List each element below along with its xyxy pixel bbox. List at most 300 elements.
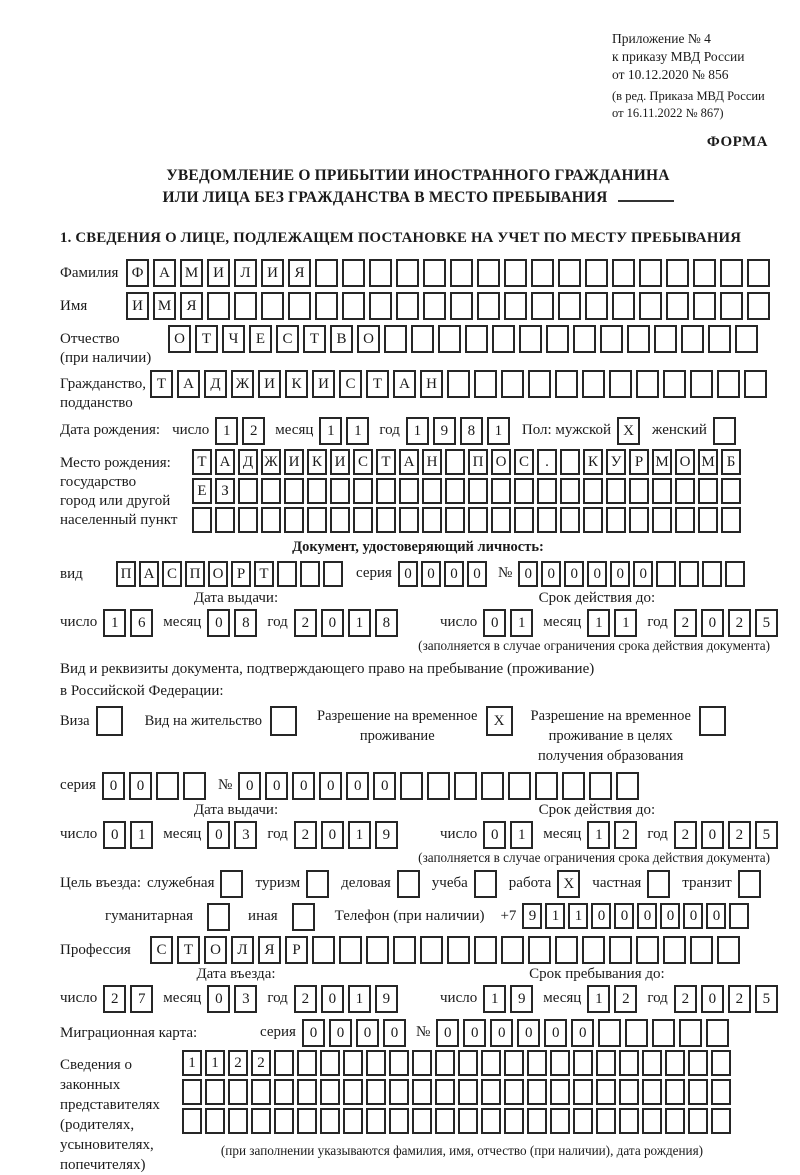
char-box [735, 325, 758, 353]
entry-stay-dates [60, 966, 776, 1013]
purpose-business-label: деловая [341, 875, 391, 891]
birth-month-boxes [319, 417, 373, 445]
char-box: И [126, 292, 149, 320]
char-box [721, 507, 741, 533]
char-box [721, 478, 741, 504]
purpose-private-label: частная [592, 875, 642, 891]
char-box [501, 936, 524, 964]
char-box [596, 1050, 616, 1076]
char-box [422, 507, 442, 533]
char-box [619, 1108, 639, 1134]
char-box [619, 1079, 639, 1105]
month-label: месяц [163, 990, 202, 1006]
char-box [698, 478, 718, 504]
char-box [270, 706, 297, 736]
char-box [711, 1050, 731, 1076]
char-box: 0 [518, 561, 538, 587]
char-box [274, 1079, 294, 1105]
char-box [312, 936, 335, 964]
char-box: Т [254, 561, 274, 587]
char-box [435, 1050, 455, 1076]
purpose-official-checkbox [220, 870, 247, 898]
char-box [688, 1079, 708, 1105]
char-box: 1 [130, 821, 153, 849]
purpose-work-label: работа [508, 875, 552, 891]
char-box: 0 [564, 561, 584, 587]
char-box [663, 936, 686, 964]
char-box: 2 [294, 985, 317, 1013]
char-box [589, 772, 612, 800]
char-box [477, 259, 500, 287]
amendment-reference [612, 88, 776, 122]
char-box: 8 [234, 609, 257, 637]
char-box [435, 1108, 455, 1134]
char-box: 0 [610, 561, 630, 587]
id-doc-dates [60, 590, 776, 637]
char-box: 0 [706, 903, 726, 929]
char-box: Т [150, 370, 173, 398]
char-box [320, 1079, 340, 1105]
char-box [555, 936, 578, 964]
visa-checkbox [96, 706, 127, 736]
identity-doc-heading: Документ, удостоверяющий личность: [292, 539, 544, 555]
phone-boxes [522, 903, 752, 929]
char-box: Т [376, 449, 396, 475]
given-name-boxes [126, 292, 774, 320]
char-box: 9 [510, 985, 533, 1013]
char-box: 0 [701, 609, 724, 637]
char-box [297, 1108, 317, 1134]
char-box [527, 1079, 547, 1105]
char-box [376, 507, 396, 533]
char-box [558, 259, 581, 287]
char-box: Т [192, 449, 212, 475]
char-box: 0 [633, 561, 653, 587]
year-label: год [379, 422, 400, 438]
char-box [627, 325, 650, 353]
char-box: М [180, 259, 203, 287]
doc-kind-boxes [116, 561, 346, 587]
char-box: 0 [329, 1019, 352, 1047]
char-box: 1 [215, 417, 238, 445]
char-box: . [537, 449, 557, 475]
char-box [454, 772, 477, 800]
char-box: О [204, 936, 227, 964]
char-box: 0 [701, 985, 724, 1013]
number-label: № [497, 565, 513, 581]
char-box [207, 903, 230, 931]
appendix-reference [612, 30, 776, 84]
char-box [550, 1079, 570, 1105]
char-box: В [330, 325, 353, 353]
char-box [747, 292, 770, 320]
temp-residence-edu-checkbox [699, 706, 730, 736]
char-box [156, 772, 179, 800]
char-box: О [675, 449, 695, 475]
char-box [725, 561, 745, 587]
char-box: 0 [483, 609, 506, 637]
char-box [582, 936, 605, 964]
appendix-line: Приложение № 4 [612, 31, 711, 46]
char-box: 1 [346, 417, 369, 445]
char-box [376, 478, 396, 504]
char-box [292, 903, 315, 931]
char-box: 2 [242, 417, 265, 445]
char-box [447, 936, 470, 964]
char-box: 0 [701, 821, 724, 849]
surname-boxes [126, 259, 774, 287]
char-box [744, 370, 767, 398]
char-box: 1 [348, 985, 371, 1013]
char-box [300, 561, 320, 587]
char-box [320, 1050, 340, 1076]
char-box: 1 [545, 903, 565, 929]
char-box [688, 1108, 708, 1134]
char-box [481, 1108, 501, 1134]
stay-until-label: Срок пребывания до: [529, 966, 665, 982]
phone-prefix: +7 [500, 908, 517, 924]
series-label: серия [356, 565, 392, 581]
char-box [504, 1079, 524, 1105]
char-box [665, 1079, 685, 1105]
char-box [261, 507, 281, 533]
char-box: 0 [265, 772, 288, 800]
char-box: Ч [222, 325, 245, 353]
char-box [366, 1050, 386, 1076]
char-box: 2 [674, 821, 697, 849]
char-box [343, 1079, 363, 1105]
char-box: Р [629, 449, 649, 475]
char-box [501, 370, 524, 398]
char-box [616, 772, 639, 800]
char-box [251, 1108, 271, 1134]
char-box [583, 507, 603, 533]
char-box [504, 259, 527, 287]
char-box: У [606, 449, 626, 475]
char-box [411, 325, 434, 353]
char-box: 0 [373, 772, 396, 800]
purpose-other-checkbox [292, 903, 319, 931]
char-box: О [491, 449, 511, 475]
char-box [629, 478, 649, 504]
char-box [531, 259, 554, 287]
given-name-label: Имя [60, 298, 88, 314]
purpose-work-checkbox [557, 870, 584, 898]
char-box [560, 478, 580, 504]
char-box: Т [177, 936, 200, 964]
char-box [330, 507, 350, 533]
char-box [96, 706, 123, 736]
char-box: П [468, 449, 488, 475]
month-label: месяц [163, 826, 202, 842]
char-box [445, 507, 465, 533]
char-box [665, 1050, 685, 1076]
section1-heading: 1. СВЕДЕНИЯ О ЛИЦЕ, ПОДЛЕЖАЩЕМ ПОСТАНОВКЕ НА УЧЕТ ПО МЕСТУ ПРЕБЫВАНИЯ [60, 230, 742, 246]
char-box: 0 [591, 903, 611, 929]
profession-row [60, 936, 776, 964]
char-box [342, 292, 365, 320]
char-box [399, 478, 419, 504]
char-box [297, 1079, 317, 1105]
char-box [261, 292, 284, 320]
char-box [389, 1050, 409, 1076]
char-box: 0 [436, 1019, 459, 1047]
citizenship-boxes [150, 370, 771, 398]
temp-residence-edu-label: Разрешение на временное проживание в целях получения образования [530, 708, 691, 764]
char-box [639, 292, 662, 320]
char-box [342, 259, 365, 287]
char-box [205, 1079, 225, 1105]
char-box [458, 1079, 478, 1105]
char-box [693, 259, 716, 287]
char-box [477, 292, 500, 320]
year-label: год [647, 990, 668, 1006]
char-box: 0 [660, 903, 680, 929]
char-box [307, 507, 327, 533]
char-box: Я [180, 292, 203, 320]
char-box [474, 370, 497, 398]
representatives-row [60, 1050, 776, 1175]
char-box: 9 [375, 985, 398, 1013]
residence-permit-checkbox [270, 706, 301, 736]
purpose-private-checkbox [647, 870, 674, 898]
number-label: № [217, 777, 233, 793]
char-box [711, 1108, 731, 1134]
char-box: 5 [755, 985, 778, 1013]
patronymic-label: Отчество (при наличии) [60, 331, 152, 366]
char-box: 0 [467, 561, 487, 587]
char-box [720, 292, 743, 320]
birth-place-label: Место рождения: государство город или другой населенный пункт [60, 455, 178, 528]
char-box [508, 772, 531, 800]
char-box: 9 [433, 417, 456, 445]
char-box: 0 [483, 821, 506, 849]
char-box [465, 325, 488, 353]
char-box [708, 325, 731, 353]
char-box [288, 292, 311, 320]
residence-doc-text: Вид и реквизиты документа, подтверждающего право на пребывание (проживание) в Российской Федерации: [60, 661, 595, 699]
char-box [389, 1079, 409, 1105]
title-underline [618, 186, 674, 202]
char-box [706, 1019, 729, 1047]
char-box: 5 [755, 609, 778, 637]
birth-year-boxes [406, 417, 514, 445]
char-box [353, 478, 373, 504]
entry-date-label: Дата въезда: [196, 966, 276, 982]
char-box [450, 292, 473, 320]
char-box: Ж [231, 370, 254, 398]
char-box: 0 [544, 1019, 567, 1047]
char-box: 2 [728, 985, 751, 1013]
char-box [220, 870, 243, 898]
char-box [274, 1050, 294, 1076]
res-valid-day-boxes [483, 821, 537, 849]
purpose-humanitarian-checkbox [207, 903, 234, 931]
char-box: 3 [234, 985, 257, 1013]
surname-row [60, 259, 776, 287]
char-box [474, 870, 497, 898]
char-box: Р [231, 561, 251, 587]
id-issue-day-boxes [103, 609, 157, 637]
char-box [396, 259, 419, 287]
char-box [234, 292, 257, 320]
char-box [315, 292, 338, 320]
char-box [600, 325, 623, 353]
char-box: 1 [348, 609, 371, 637]
residence-doc-series-row [60, 772, 776, 800]
id-number-boxes [518, 561, 748, 587]
sex-female-checkbox [713, 417, 740, 445]
char-box [353, 507, 373, 533]
char-box [537, 507, 557, 533]
char-box [606, 478, 626, 504]
char-box [629, 507, 649, 533]
char-box [468, 507, 488, 533]
char-box: 0 [102, 772, 125, 800]
id-valid-day-boxes [483, 609, 537, 637]
series-label: серия [60, 777, 96, 793]
char-box: 1 [587, 821, 610, 849]
char-box [531, 292, 554, 320]
res-number-boxes [238, 772, 643, 800]
char-box: 0 [587, 561, 607, 587]
char-box [481, 1079, 501, 1105]
month-label: месяц [543, 614, 582, 630]
char-box [527, 1050, 547, 1076]
char-box [666, 292, 689, 320]
char-box: 2 [294, 821, 317, 849]
birth-place-boxes-line3 [192, 507, 744, 533]
char-box [339, 936, 362, 964]
char-box: А [153, 259, 176, 287]
char-box [656, 561, 676, 587]
char-box: Я [258, 936, 281, 964]
identity-doc-row [60, 561, 776, 587]
char-box: 8 [460, 417, 483, 445]
representatives-note: (при заполнении указываются фамилия, имя, отчество (при наличии), дата рождения) [220, 1143, 704, 1158]
char-box: 0 [398, 561, 418, 587]
char-box: С [276, 325, 299, 353]
char-box [693, 292, 716, 320]
char-box: С [339, 370, 362, 398]
char-box [711, 1079, 731, 1105]
char-box [423, 259, 446, 287]
char-box [481, 1050, 501, 1076]
char-box [412, 1050, 432, 1076]
char-box [238, 478, 258, 504]
char-box [558, 292, 581, 320]
char-box: 0 [129, 772, 152, 800]
entry-purpose-label: Цель въезда: [60, 875, 141, 891]
char-box: 0 [517, 1019, 540, 1047]
form-title [60, 165, 776, 208]
char-box [690, 936, 713, 964]
amendment-line: от 16.11.2022 № 867) [612, 106, 724, 120]
char-box: И [207, 259, 230, 287]
purpose-humanitarian-label: гуманитарная [105, 908, 194, 924]
char-box [535, 772, 558, 800]
char-box [207, 292, 230, 320]
char-box: Л [234, 259, 257, 287]
char-box: 9 [522, 903, 542, 929]
char-box: О [168, 325, 191, 353]
id-series-boxes [398, 561, 490, 587]
char-box: 0 [346, 772, 369, 800]
char-box: 1 [319, 417, 342, 445]
citizenship-row [60, 370, 776, 413]
char-box [612, 259, 635, 287]
char-box: 0 [321, 821, 344, 849]
char-box [585, 259, 608, 287]
char-box [228, 1108, 248, 1134]
char-box [675, 478, 695, 504]
month-label: месяц [163, 614, 202, 630]
char-box: 0 [302, 1019, 325, 1047]
char-box: И [258, 370, 281, 398]
char-box [343, 1108, 363, 1134]
char-box [399, 507, 419, 533]
birth-day-boxes [215, 417, 269, 445]
char-box: 1 [182, 1050, 202, 1076]
char-box [261, 478, 281, 504]
female-label: женский [652, 422, 707, 438]
char-box: 9 [375, 821, 398, 849]
char-box [729, 903, 749, 929]
char-box: 2 [674, 609, 697, 637]
char-box: О [357, 325, 380, 353]
char-box [323, 561, 343, 587]
char-box [320, 1108, 340, 1134]
char-box [297, 1050, 317, 1076]
char-box [277, 561, 297, 587]
char-box: 1 [348, 821, 371, 849]
char-box: 1 [483, 985, 506, 1013]
given-name-row [60, 292, 776, 320]
char-box: С [150, 936, 173, 964]
day-label: число [440, 990, 478, 1006]
char-box [228, 1079, 248, 1105]
char-box: 1 [510, 821, 533, 849]
char-box: 2 [728, 821, 751, 849]
char-box [519, 325, 542, 353]
char-box: Н [420, 370, 443, 398]
surname-label: Фамилия [60, 265, 119, 281]
char-box: Н [422, 449, 442, 475]
res-issue-day-boxes [103, 821, 157, 849]
char-box: 7 [130, 985, 153, 1013]
char-box: Д [204, 370, 227, 398]
char-box [528, 936, 551, 964]
char-box [642, 1108, 662, 1134]
stay-month-boxes [587, 985, 641, 1013]
purpose-transit-label: транзит [682, 875, 732, 891]
birth-place-boxes-line1 [192, 449, 744, 475]
char-box [583, 478, 603, 504]
valid-until-label: Срок действия до: [538, 590, 656, 606]
char-box [573, 325, 596, 353]
id-issue-month-boxes [207, 609, 261, 637]
char-box [284, 507, 304, 533]
char-box: Т [303, 325, 326, 353]
char-box [665, 1108, 685, 1134]
char-box: 0 [614, 903, 634, 929]
representatives-boxes-line3 [182, 1108, 742, 1134]
char-box [550, 1108, 570, 1134]
year-label: год [267, 990, 288, 1006]
char-box [698, 507, 718, 533]
char-box: 2 [614, 985, 637, 1013]
char-box [596, 1079, 616, 1105]
